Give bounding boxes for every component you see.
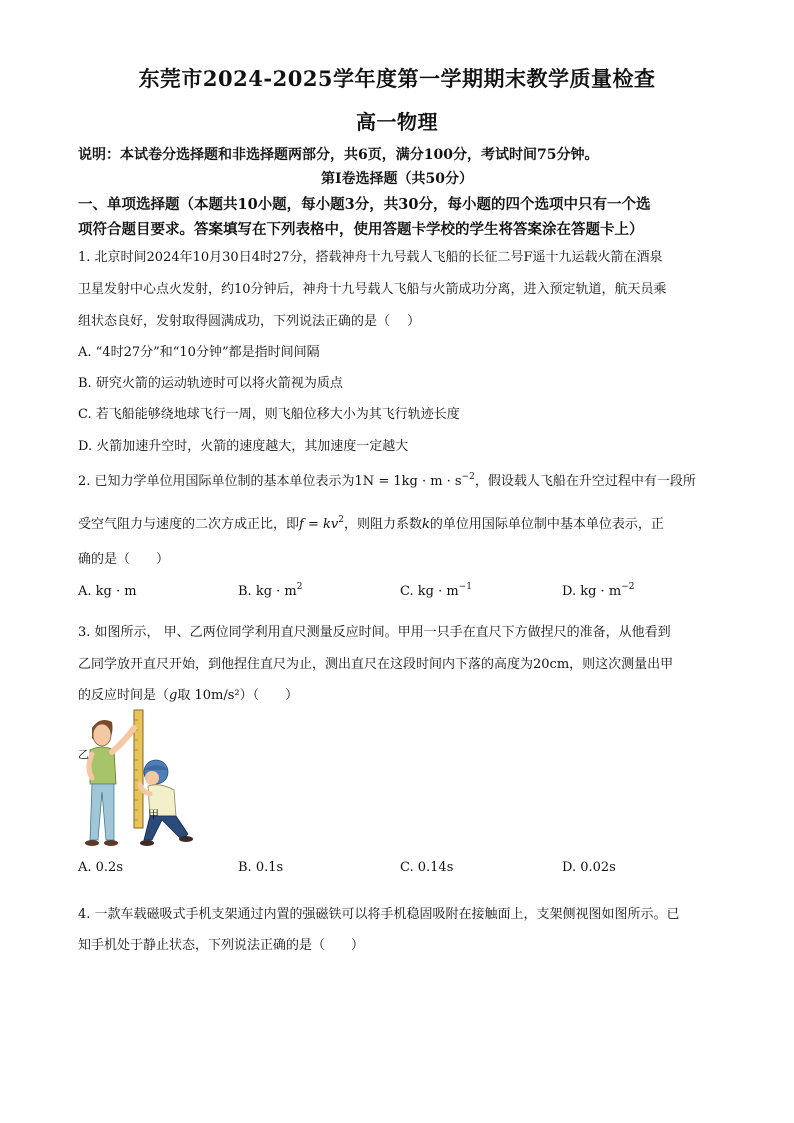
q2-line1	[78, 470, 696, 489]
q2-option-d-exponent: −2	[621, 582, 635, 592]
q2-formula: f = kv	[299, 517, 339, 532]
q1-line1: 1. 北京时间2024年10月30日4时27分，搭载神舟十九号载人飞船的长征二号F遥十九运载火箭在酒泉	[78, 250, 663, 265]
q4-line2: 知手机处于静止状态，下列说法正确的是（ ）	[78, 938, 365, 953]
q2-line2	[78, 513, 664, 532]
q3-line3-text: 的反应时间是（	[78, 688, 170, 703]
q2-line2-text: 受空气阻力与速度的二次方成正比，即	[78, 517, 300, 532]
q2-option-c-exponent: −1	[458, 582, 472, 592]
q3-g-symbol: g	[169, 688, 178, 703]
q1-line3: 组状态良好，发射取得圆满成功，下列说法正确的是（ ）	[78, 314, 421, 329]
q3-option-a: A. 0.2s	[78, 860, 123, 875]
q2-option-d	[562, 584, 634, 599]
students-ruler-drawing	[78, 708, 198, 850]
q3-line1: 3. 如图所示， 甲、乙两位同学利用直尺测量反应时间。甲用一只手在直尺下方做捏尺的准备，从他看到	[78, 625, 671, 640]
exam-note: 说明：本试卷分选择题和非选择题两部分，共6页，满分100分，考试时间75分钟。	[78, 147, 599, 163]
q3-line2: 乙同学放开直尺开始，到他捏住直尺为止，测出直尺在这段时间内下落的高度为20cm，则这次测量出甲	[78, 657, 674, 672]
q3-line3-tail: 取 10m/s²）（ ）	[177, 688, 299, 703]
section-heading-line2: 项符合题目要求。答案填写在下列表格中，使用答题卡学校的学生将答案涂在答题卡上）	[78, 221, 644, 238]
q2-option-b	[238, 584, 302, 599]
q2-line2-mid: ，则阻力系数	[343, 517, 422, 532]
q1-option-c: C. 若飞船能够绕地球飞行一周，则飞船位移大小为其飞行轨迹长度	[78, 407, 460, 422]
q2-formula-exponent: 2	[338, 515, 344, 525]
page-title: 东莞市2024-2025学年度第一学期期末教学质量检查	[138, 66, 656, 91]
q3-option-d: D. 0.02s	[562, 860, 616, 875]
q2-line2-tail: 的单位用国际单位制中基本单位表示，正	[429, 517, 664, 532]
student-yi	[85, 720, 134, 846]
q2-option-c	[400, 584, 472, 599]
q2-option-d-text: D. kg · m	[562, 584, 622, 599]
reaction-time-illustration	[78, 708, 198, 850]
q3-option-b: B. 0.1s	[238, 860, 284, 875]
q1-line2: 卫星发射中心点火发射，约10分钟后，神舟十九号载人飞船与火箭成功分离，进入预定轨道，航天员乘	[78, 282, 667, 297]
q4-line1: 4. 一款车载磁吸式手机支架通过内置的强磁铁可以将手机稳固吸附在接触面上，支架侧视图如图所示。已	[78, 907, 680, 922]
q2-option-b-exponent: 2	[296, 582, 303, 592]
label-jia: 甲	[148, 808, 159, 821]
q1-option-b: B. 研究火箭的运动轨迹时可以将火箭视为质点	[78, 376, 343, 391]
student-jia	[140, 760, 193, 846]
q2-line1-text: 2. 已知力学单位用国际单位制的基本单位表示为1N = 1kg · m · s	[78, 474, 462, 489]
q2-option-c-text: C. kg · m	[400, 584, 459, 599]
q2-option-a: A. kg · m	[78, 584, 137, 599]
subject-title: 高一物理	[356, 110, 438, 134]
section-heading-line1: 一、单项选择题（本题共10小题，每小题3分，共30分，每小题的四个选项中只有一个选	[78, 196, 651, 213]
q2-line1-exponent: −2	[461, 472, 475, 482]
q3-option-c: C. 0.14s	[400, 860, 454, 875]
q3-line3	[78, 684, 298, 703]
q2-line3: 确的是（ ）	[78, 552, 170, 567]
q2-k-symbol: k	[421, 517, 430, 532]
q2-line1-tail: ，假设载人飞船在升空过程中有一段所	[474, 474, 696, 489]
label-yi: 乙	[78, 748, 89, 761]
q1-option-a: A. “4时27分”和“10分钟”都是指时间间隔	[78, 345, 320, 360]
q2-option-b-text: B. kg · m	[238, 584, 297, 599]
q1-option-d: D. 火箭加速升空时，火箭的速度越大，其加速度一定越大	[78, 439, 409, 454]
part-title: 第Ⅰ卷选择题（共50分）	[320, 171, 474, 187]
